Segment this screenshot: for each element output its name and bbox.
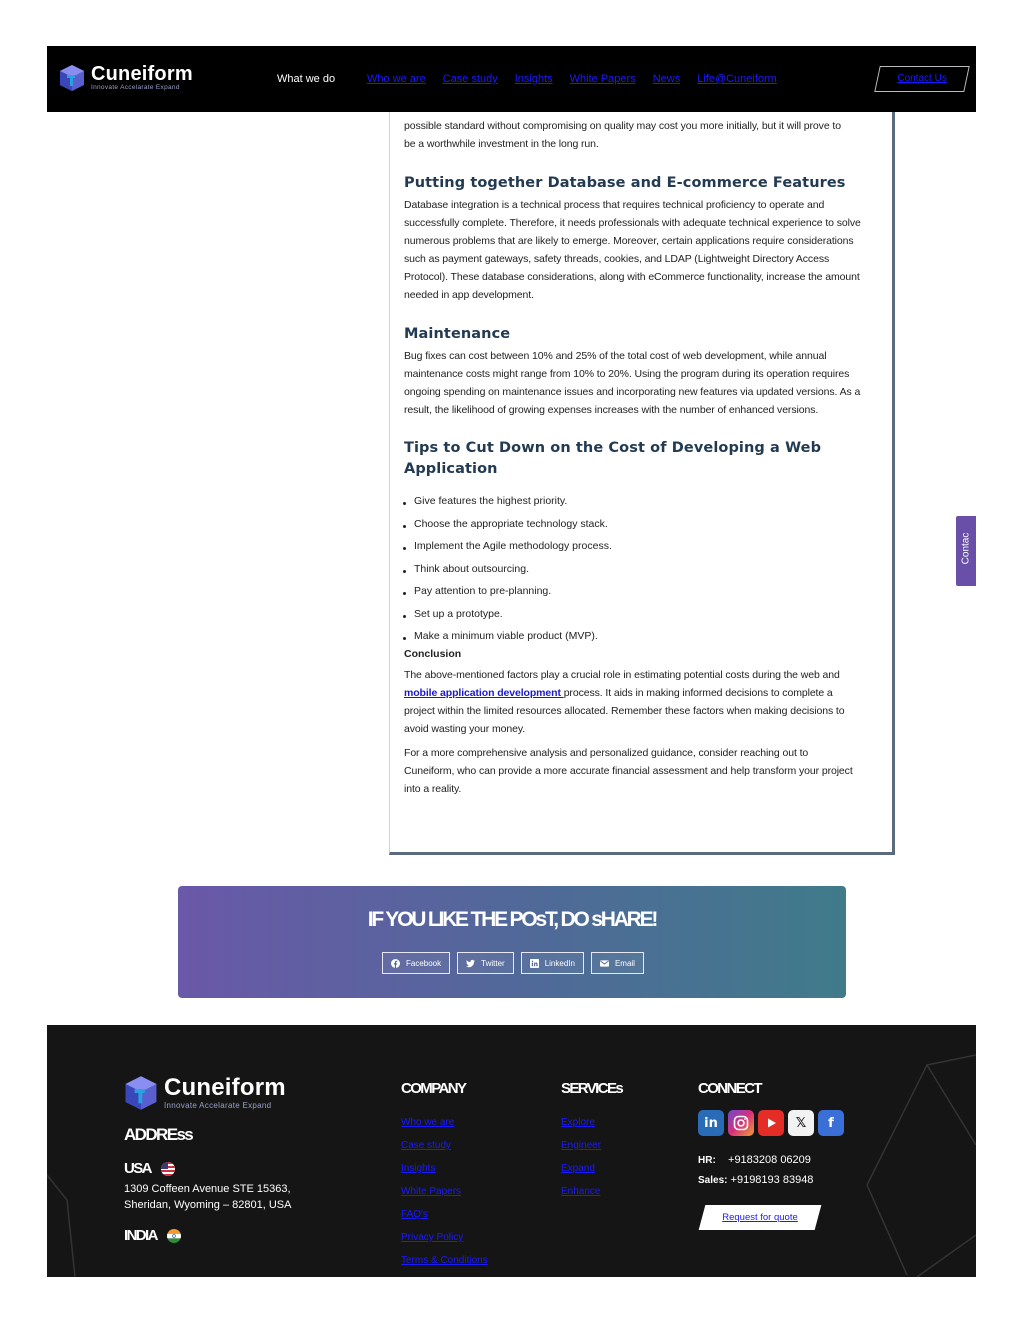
share-linkedin-button[interactable]	[521, 952, 584, 974]
section-text: maintenance costs might range from 10% to 20%. Using the program during its operation requires	[404, 368, 850, 380]
nav-case-study[interactable]: Case study	[442, 73, 498, 85]
instagram-icon[interactable]	[728, 1110, 754, 1136]
services-links	[561, 1117, 601, 1209]
share-facebook-label: Facebook	[406, 958, 442, 968]
article-card	[389, 112, 895, 855]
intro-line: be a worthwhile investment in the long run.	[404, 138, 599, 150]
footer-link-white-papers[interactable]: White Papers	[401, 1186, 462, 1197]
hr-number[interactable]: +9183208 06209	[728, 1154, 811, 1166]
conclusion-text: The above-mentioned factors play a crucial role in estimating potential costs during the web and	[404, 668, 840, 681]
nav-news[interactable]: News	[652, 73, 681, 85]
footer-link-who-we-are[interactable]: Who we are	[401, 1117, 455, 1128]
hr-label: HR:	[698, 1155, 716, 1166]
footer-logo[interactable]	[124, 1075, 286, 1111]
mobile-app-dev-link[interactable]: mobile application development	[404, 686, 564, 699]
site-header	[47, 46, 976, 112]
hr-phone	[698, 1154, 811, 1166]
list-item: Set up a prototype.	[404, 607, 876, 630]
cuneiform-logo-icon	[59, 64, 85, 92]
share-linkedin-label: LinkedIn	[544, 958, 575, 968]
section-text: successfully complete. Therefore, it needs professionals with adequate technical experience to solve	[404, 217, 861, 229]
section-text: numerous problems that are likely to emerge. Moreover, certain applications require considerations	[404, 235, 854, 247]
company-links	[401, 1117, 488, 1277]
nav-insights[interactable]: Insights	[514, 73, 553, 85]
share-email-button[interactable]	[591, 952, 644, 974]
section-text: result, the likelihood of growing expenses increases with the number of enhanced versions.	[404, 404, 819, 416]
footer-link-expand[interactable]: Expand	[561, 1163, 595, 1174]
share-facebook-button[interactable]	[382, 952, 450, 974]
conclusion-text: avoid wasting your money.	[404, 722, 526, 735]
list-item: Pay attention to pre-planning.	[404, 584, 876, 607]
section-text: Database integration is a technical process that requires technical proficiency to operate and	[404, 199, 825, 211]
request-quote-label: Request for quote	[722, 1212, 798, 1223]
tips-heading-line2: Application	[404, 461, 498, 477]
logo-name: Cuneiform	[91, 63, 193, 85]
footer-link-privacy-policy[interactable]: Privacy Policy	[401, 1232, 464, 1243]
facebook-icon[interactable]: f	[818, 1110, 844, 1136]
conclusion-heading: Conclusion	[404, 647, 462, 660]
section-text: ongoing spending on maintenance issues and incorporating new features via updated versions. As a	[404, 386, 861, 398]
cuneiform-logo-icon	[124, 1075, 158, 1111]
list-item: Implement the Agile methodology process.	[404, 539, 876, 562]
social-icons	[698, 1110, 844, 1136]
closing-text: Cuneiform, who can provide a more accurate financial assessment and help transform your project	[404, 764, 853, 777]
list-item: Think about outsourcing.	[404, 562, 876, 585]
nav-what-we-do[interactable]: What we do	[277, 73, 336, 85]
tips-heading	[404, 438, 876, 480]
tips-heading-line1: Tips to Cut Down on the Cost of Developing a Web	[404, 440, 822, 456]
closing-text: For a more comprehensive analysis and personalized guidance, consider reaching out to	[404, 746, 809, 759]
share-twitter-label: Twitter	[481, 958, 505, 968]
main-nav	[367, 73, 777, 85]
intro-line: possible standard without compromising on quality may cost you more initially, but it will prove to	[404, 120, 841, 132]
sales-number[interactable]: +9198193 83948	[730, 1174, 814, 1186]
nav-life-at-cuneiform[interactable]: Life@Cuneiform	[697, 73, 777, 85]
side-contact-label: Contac	[960, 532, 972, 565]
footer-link-enhance[interactable]: Enhance	[561, 1186, 601, 1197]
youtube-icon[interactable]	[758, 1110, 784, 1136]
usa-address-line1: 1309 Coffeen Avenue STE 15363,	[124, 1183, 291, 1195]
header-logo[interactable]	[59, 64, 193, 92]
usa-heading	[124, 1160, 175, 1177]
list-item: Make a minimum viable product (MVP).	[404, 629, 876, 652]
conclusion-text: project within the limited resources allocated. Remember these factors when making decisions to	[404, 704, 845, 717]
india-flag-icon	[167, 1229, 181, 1243]
footer-link-explore[interactable]: Explore	[561, 1117, 595, 1128]
usa-label: USA	[124, 1160, 151, 1177]
share-twitter-button[interactable]	[457, 952, 514, 974]
sales-label: Sales:	[698, 1175, 728, 1186]
x-icon[interactable]: 𝕏	[788, 1110, 814, 1136]
footer-link-engineer[interactable]: Engineer	[561, 1140, 602, 1151]
connect-heading: CONNECT	[698, 1080, 761, 1097]
section-text: Protocol). These database considerations, along with eCommerce functionality, increase the amount	[404, 271, 860, 283]
usa-address-line2: Sheridan, Wyoming – 82801, USA	[124, 1199, 292, 1211]
share-banner	[178, 886, 846, 998]
section-text: such as payment gateways, safety threads, cookies, and LDAP (Lightweight Directory Access	[404, 253, 830, 265]
india-heading	[124, 1227, 181, 1244]
logo-tagline: Innovate Accelarate Expand	[91, 84, 180, 91]
footer-logo-tagline: Innovate Accelarate Expand	[164, 1101, 272, 1110]
site-footer	[47, 1025, 976, 1277]
footer-link-faqs[interactable]: FAQ's	[401, 1209, 428, 1220]
list-item: Choose the appropriate technology stack.	[404, 517, 876, 540]
footer-link-case-study[interactable]: Case study	[401, 1140, 452, 1151]
usa-flag-icon	[161, 1162, 175, 1176]
twitter-icon	[466, 959, 475, 968]
nav-who-we-are[interactable]: Who we are	[367, 73, 426, 85]
request-quote-button[interactable]	[699, 1205, 822, 1230]
footer-decoration-lines	[47, 1025, 976, 1277]
list-item: Give features the highest priority.	[404, 494, 876, 517]
linkedin-icon	[530, 959, 539, 968]
section-text: Bug fixes can cost between 10% and 25% of the total cost of web development, while annual	[404, 350, 827, 362]
india-label: INDIA	[124, 1227, 157, 1244]
linkedin-icon[interactable]: in	[698, 1110, 724, 1136]
nav-white-papers[interactable]: White Papers	[569, 73, 636, 85]
services-heading: SERVICEs	[561, 1080, 623, 1097]
tips-list	[404, 494, 876, 652]
company-heading: COMPANY	[401, 1080, 466, 1097]
share-email-label: Email	[614, 958, 635, 968]
section-heading-database: Putting together Database and E-commerce Features	[404, 175, 846, 191]
sales-phone	[698, 1174, 813, 1186]
footer-link-insights[interactable]: Insights	[401, 1163, 436, 1174]
email-icon	[600, 959, 609, 968]
share-buttons	[382, 952, 644, 974]
contact-us-label: Contact Us	[897, 73, 947, 84]
contact-us-button[interactable]	[874, 66, 970, 92]
share-title: IF YOU LIKE THE POsT, DO sHARE!	[367, 908, 657, 931]
usa-address	[124, 1181, 291, 1213]
closing-text: into a reality.	[404, 782, 462, 795]
section-text: needed in app development.	[404, 289, 534, 301]
conclusion-text-rest: process. It aids in making informed decisions to complete a	[563, 686, 833, 699]
footer-link-terms[interactable]: Terms & Conditions	[401, 1255, 488, 1266]
conclusion-text	[404, 684, 876, 702]
side-contact-tab[interactable]	[956, 516, 976, 586]
section-heading-maintenance: Maintenance	[404, 326, 511, 342]
article-content	[404, 112, 876, 798]
footer-logo-name: Cuneiform	[164, 1074, 286, 1101]
facebook-icon	[391, 959, 400, 968]
address-heading: ADDREss	[124, 1125, 193, 1144]
